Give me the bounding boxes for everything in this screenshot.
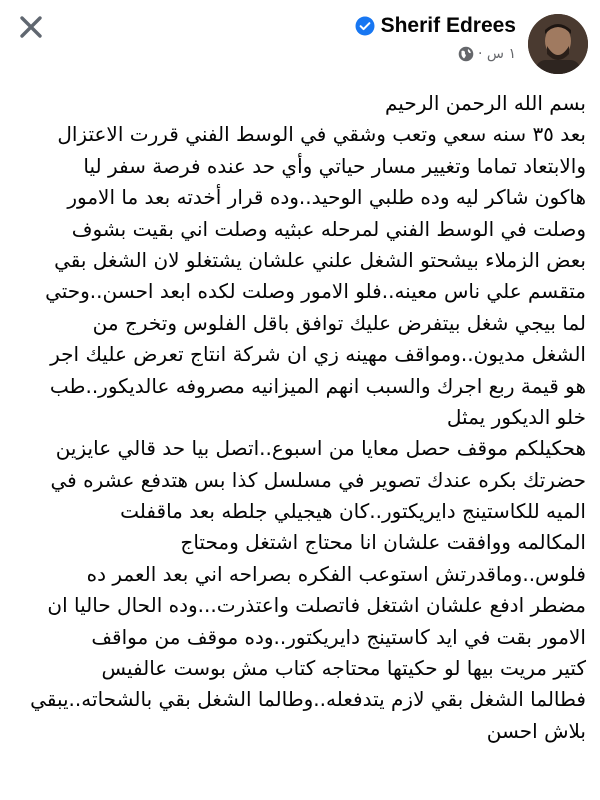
post-text [14, 88, 586, 747]
post-line: الامور بقت في ايد كاستينج دايريكتور..وده موقف من مواقف [91, 624, 586, 649]
post-line: الشغل مديون..ومواقف مهينه زي ان شركة انتاج تعرض عليك اجر [50, 342, 586, 367]
post-line: هو قيمة ربع اجرك والسبب انهم الميزانيه مصروفه عالديكور..طب [49, 373, 586, 398]
close-button[interactable] [14, 10, 48, 44]
post-line: كتير مريت بيها لو حكيتها محتاجه كتاب مش بوست عالفيس [101, 656, 586, 681]
author-name[interactable]: Sherif Edrees [380, 14, 516, 37]
post-line: المكالمه ووافقت علشان انا محتاج اشتغل ومحتاج [180, 530, 586, 555]
post-line: والابتعاد تماما وتغيير مسار حياتي وأي حد عنده فرصة سفر ليا [83, 153, 586, 178]
post-timestamp[interactable]: ١ س · [478, 46, 516, 62]
post-line: بلاش احسن [486, 718, 586, 743]
post-line: بسم الله الرحمن الرحيم [384, 91, 586, 115]
post-meta [458, 46, 516, 62]
post-line: الميه للكاستينج دايريكتور..كان هيجيلي جلطه بعد ماقفلت [120, 499, 586, 524]
post-line: فطالما الشغل بقي لازم يتدفعله..وطالما الشغل بقي بالشحاته..يبقي [30, 687, 586, 712]
close-x-icon [18, 14, 44, 40]
post-line: لما بيجي شغل بيتفرض عليك توافق باقل الفلوس وتخرج من [92, 310, 586, 335]
post-line: هحكيلكم موقف حصل معايا من اسبوع..اتصل بيا حد قالي عايزين [55, 436, 586, 461]
post-line: بعض الزملاء بيشحتو الشغل علني علشان يشتغلو لان الشغل بقي [54, 247, 586, 272]
post-line: وصلت في الوسط الفني لمرحله عبثيه وصلت اني بقيت بشوف [71, 216, 586, 241]
post-header [0, 0, 600, 80]
post-line: هاكون شاكر ليه وده طلبي الوحيد..وده قرار أخدته بعد ما الامور [67, 185, 586, 210]
post-line: فلوس..وماقدرتش استوعب الفكره بصراحه اني بعد العمر ده [86, 561, 586, 586]
globe-icon[interactable] [458, 46, 474, 62]
verified-badge-icon [355, 16, 375, 36]
post-line: مضطر ادفع علشان اشتغل فاتصلت واعتذرت...وده الحال حاليا ان [47, 593, 586, 618]
post-line: حضرتك بكره عندك تصوير في مسلسل كذا بس هتدفع عشره في [50, 467, 586, 492]
avatar[interactable] [528, 14, 588, 74]
post-line: خلو الديكور يمثل [446, 404, 586, 429]
post-line: بعد ٣٥ سنه سعي وتعب وشقي في الوسط الفني قررت الاعتزال [57, 122, 586, 147]
author-row [355, 14, 516, 38]
post-line: متقسم علي ناس معينه..فلو الامور وصلت لكده ابعد احسن..وحتي [45, 279, 586, 304]
